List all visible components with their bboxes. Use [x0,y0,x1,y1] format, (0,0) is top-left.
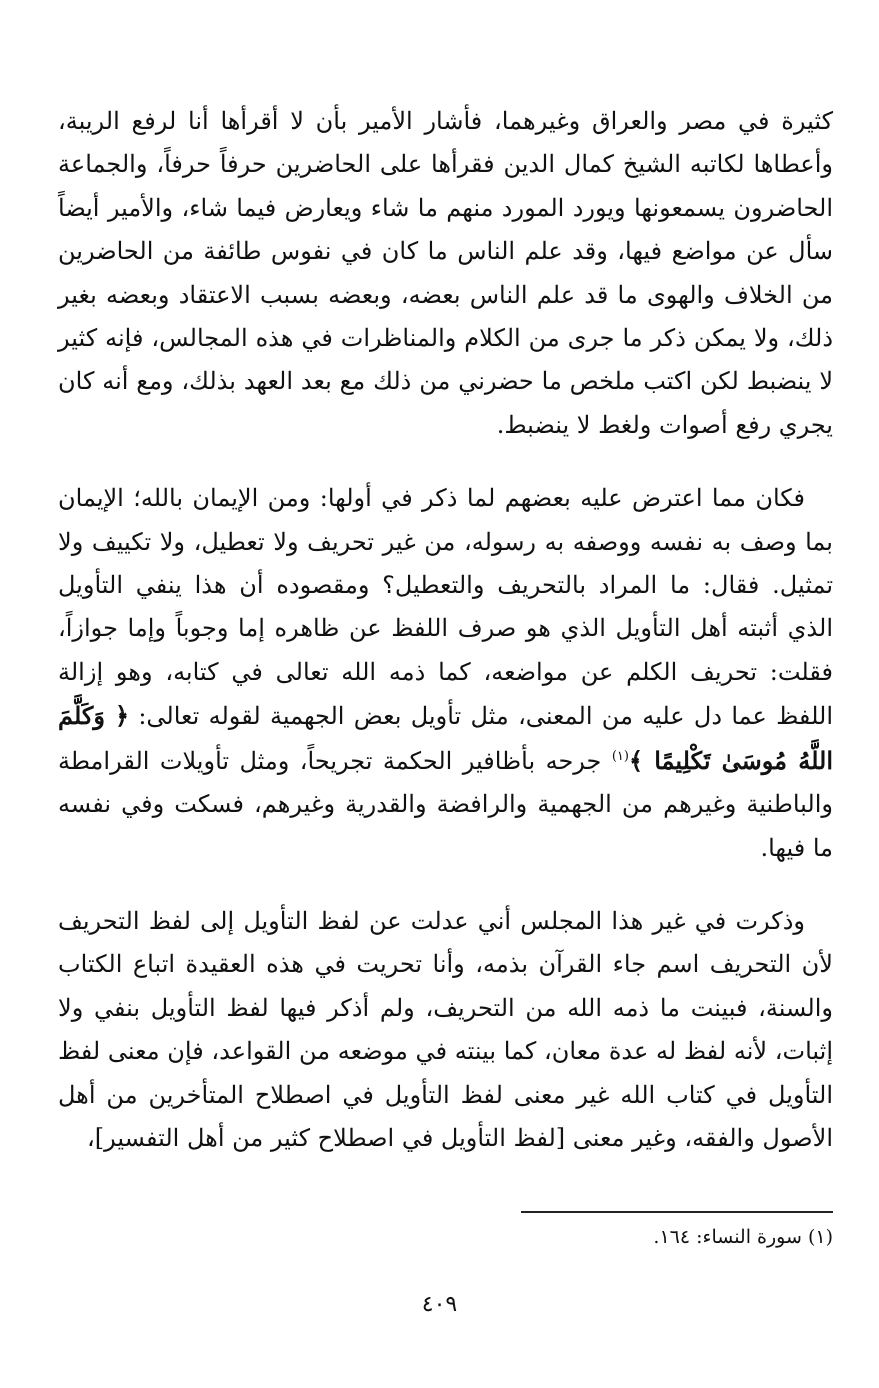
main-text [58,100,833,1160]
paragraph-2-continuation: جرحه بأظافير الحكمة تجريحاً، ومثل تأويلات القرامطة والباطنية وغيرهم من الجهمية والرافضة والقدرية وغيرهم، فسكت وفي نفسه ما فيها. [58,746,833,862]
paragraph-2 [58,477,833,870]
paragraph-2-text: فكان مما اعترض عليه بعضهم لما ذكر في أولها: ومن الإيمان بالله؛ الإيمان بما وصف به نفسه ووصفه به رسوله، من غير تحريف ولا تعطيل، ولا تكييف ولا تمثيل. فقال: ما المراد بالتحريف والتعطيل؟ ومقصوده أن هذا ينفي التأويل الذي أثبته أهل التأويل الذي هو صرف اللفظ عن ظاهره إما وجوباً وإما جوازاً، فقلت: تحريف الكلم عن مواضعه، كما ذمه الله تعالى في كتابه، وهو إزالة اللفظ عما دل عليه من المعنى، مثل تأويل بعض الجهمية لقوله تعالى: [58,484,833,731]
paragraph-1: كثيرة في مصر والعراق وغيرهما، فأشار الأمير بأن لا أقرأها أنا لرفع الريبة، وأعطاها لكاتبه الشيخ كمال الدين فقرأها على الحاضرين حرفاً حرفاً، والجماعة الحاضرون يسمعونها ويورد المورد منهم ما شاء ويعارض فيما شاء، والأمير أيضاً سأل عن مواضع فيها، وقد علم الناس ما كان في نفوس طائفة من الحاضرين من الخلاف والهوى ما قد علم الناس بعضه، وبعضه بسبب الاعتقاد وبعضه بغير ذلك، ولا يمكن ذكر ما جرى من الكلام والمناظرات في هذه المجالس، فإنه كثير لا ينضبط لكن اكتب ملخص ما حضرني من ذلك مع بعد العهد بذلك، ومع أنه كان يجري رفع أصوات ولغط لا ينضبط. [58,107,833,439]
footnote-marker: (١) [611,748,629,764]
quran-verse: ﴿ وَكَلَّمَ اللَّهُ مُوسَىٰ تَكْلِيمًا ﴾ [58,701,833,775]
page-number: ٤٠٩ [421,1292,458,1317]
paragraph-3: وذكرت في غير هذا المجلس أني عدلت عن لفظ التأويل إلى لفظ التحريف لأن التحريف اسم جاء القرآن بذمه، وأنا تحريت في هذه العقيدة اتباع الكتاب والسنة، فبينت ما ذمه الله من التحريف، ولم أذكر فيها لفظ التأويل بنفي ولا إثبات، لأنه لفظ له عدة معان، كما بينته في موضعه من القواعد، فإن معنى لفظ التأويل في كتاب الله غير معنى لفظ التأويل في اصطلاح المتأخرين من أهل الأصول والفقه، وغير معنى [لفظ التأويل في اصطلاح كثير من أهل التفسير]، [58,906,833,1152]
footnote-divider [521,1211,833,1213]
footnote: (١) سورة النساء: ١٦٤. [653,1226,833,1248]
